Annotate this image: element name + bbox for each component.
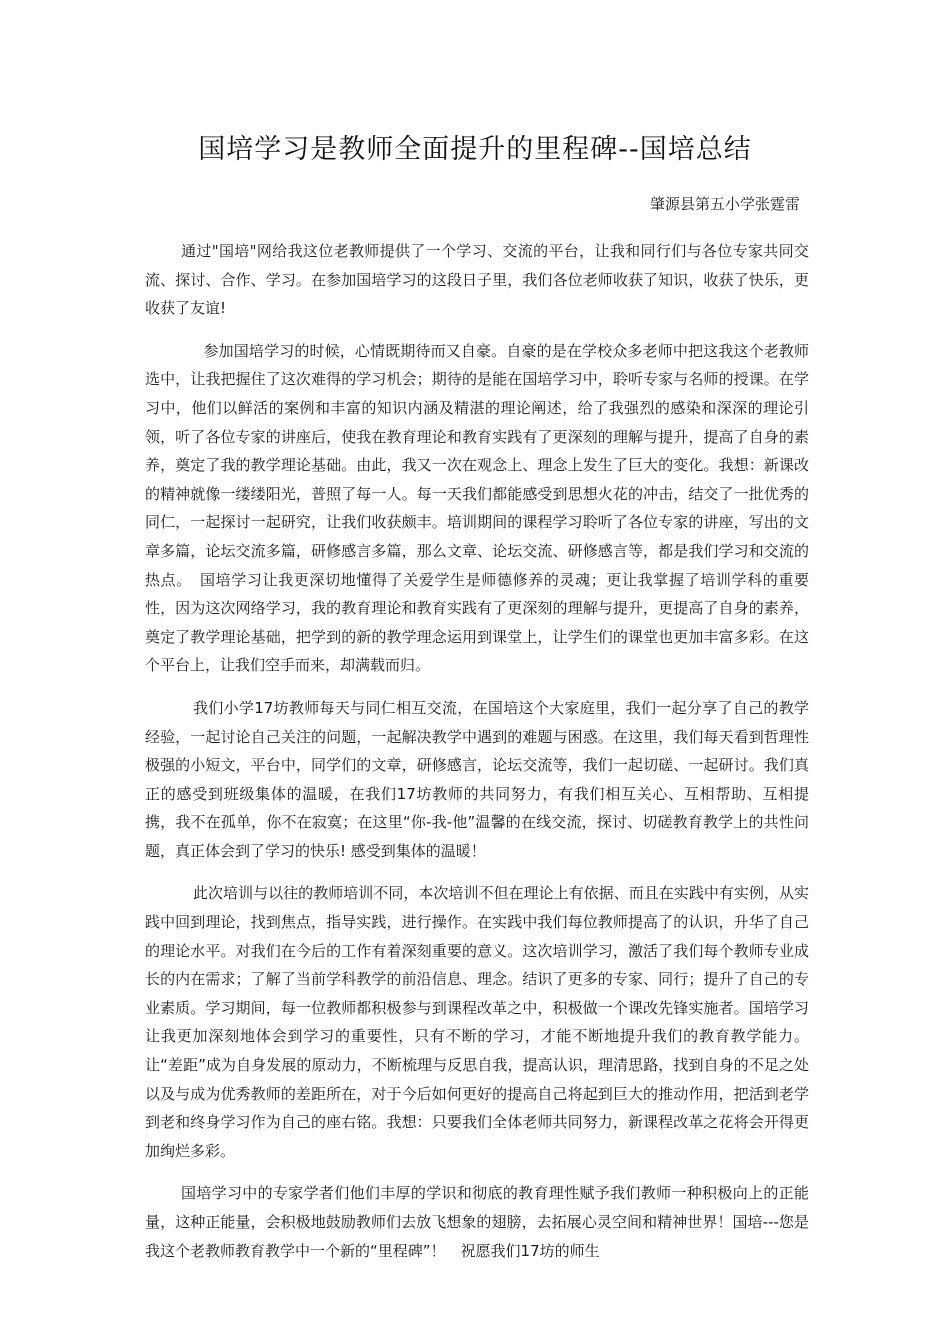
paragraph-2: 参加国培学习的时候，心情既期待而又自豪。自豪的是在学校众多老师中把这我这个老教师选中，让我把握住了这次难得的学习机会；期待的是能在国培学习中，聆听专家与名师的授课。在学习中，他们以鲜活的案例和丰富的知识内涵及精湛的理论阐述，给了我强烈的感染和深深的理论引领，听了各位专家的讲座后，使我在教育理论和教育实践有了更深刻的理解与提升，提高了自身的素养，奠定了我的教学理论基础。由此，我又一次在观念上、理念上发生了巨大的变化。我想：新课改的精神就像一缕缕阳光，普照了每一人。每一天我们都能感受到思想火花的冲击，结交了一批优秀的同仁，一起探讨一起研究，让我们收获颇丰。培训期间的课程学习聆听了各位专家的讲座，写出的文章多篇，论坛交流多篇，研修感言多篇，那么文章、论坛交流、研修感言等，都是我们学习和交流的热点。 国培学习让我更深切地懂得了关爱学生是师德修养的灵魂；更让我掌握了培训学科的重要性，因为这次网络学习，我的教育理论和教育实践有了更深刻的理解与提升，更提高了自身的素养，奠定了教学理论基础，把学到的新的教学理念运用到课堂上，让学生们的课堂也更加丰富多彩。在这个平台上，让我们空手而来，却满载而归。 xyxy=(145,341,809,675)
paragraph-4: 此次培训与以往的教师培训不同，本次培训不但在理论上有依据、而且在实践中有实例，从实践中回到理论，找到焦点，指导实践，进行操作。在实践中我们每位教师提高了的认识，升华了自己的理论水平。对我们在今后的工作有着深刻重要的意义。这次培训学习，激活了我们每个教师专业成长的内在需求；了解了当前学科教学的前沿信息、理念。结识了更多的专家、同行；提升了自己的专业素质。学习期间，每一位教师都积极参与到课程改革之中，积极做一个课改先锋实施者。国培学习让我更加深刻地体会到学习的重要性，只有不断的学习，才能不断地提升我们的教育教学能力。让“差距”成为自身发展的原动力，不断梳理与反思自我，提高认识，理清思路，找到自身的不足之处以及与成为优秀教师的差距所在，对于今后如何更好的提高自己将起到巨大的推动作用，把活到老学到老和终身学习作为自己的座右铭。我想：只要我们全体老师共同努力，新课程改革之花将会开得更加绚烂多彩。 xyxy=(145,884,809,1160)
document-title: 国培学习是教师全面提升的里程碑--国培总结 xyxy=(198,134,752,165)
author-line: 肇源县第五小学张霆雷 xyxy=(649,195,800,213)
document-body xyxy=(145,237,809,1279)
paragraph-3: 我们小学17坊教师每天与同仁相互交流，在国培这个大家庭里，我们一起分享了自己的教学经验，一起讨论自己关注的问题，一起解决教学中遇到的难题与困惑。在这里，我们每天看到哲理性极强的小短文，平台中，同学们的文章，研修感言，论坛交流等，我们一起切磋、一起研讨。我们真正的感受到班级集体的温暖，在我们17坊教师的共同努力，有我们相互关心、互相帮助、互相提携，我不在孤单，你不在寂寞；在这里“你-我-他”温馨的在线交流，探讨、切磋教育教学上的共性问题，真正体会到了学习的快乐! 感受到集体的温暖！ xyxy=(145,698,809,860)
paragraph-1: 通过"国培"网给我这位老教师提供了一个学习、交流的平台，让我和同行们与各位专家共同交流、探讨、合作、学习。在参加国培学习的这段日子里，我们各位老师收获了知识，收获了快乐，更收获了友谊! xyxy=(145,242,809,318)
paragraph-5: 国培学习中的专家学者们他们丰厚的学识和彻底的教育理性赋予我们教师一种积极向上的正能量，这种正能量，会积极地鼓励教师们去放飞想象的翅膀，去拓展心灵空间和精神世界！国培---您是我这个老教师教育教学中一个新的“里程碑”！ 祝愿我们17坊的师生 xyxy=(145,1184,809,1260)
